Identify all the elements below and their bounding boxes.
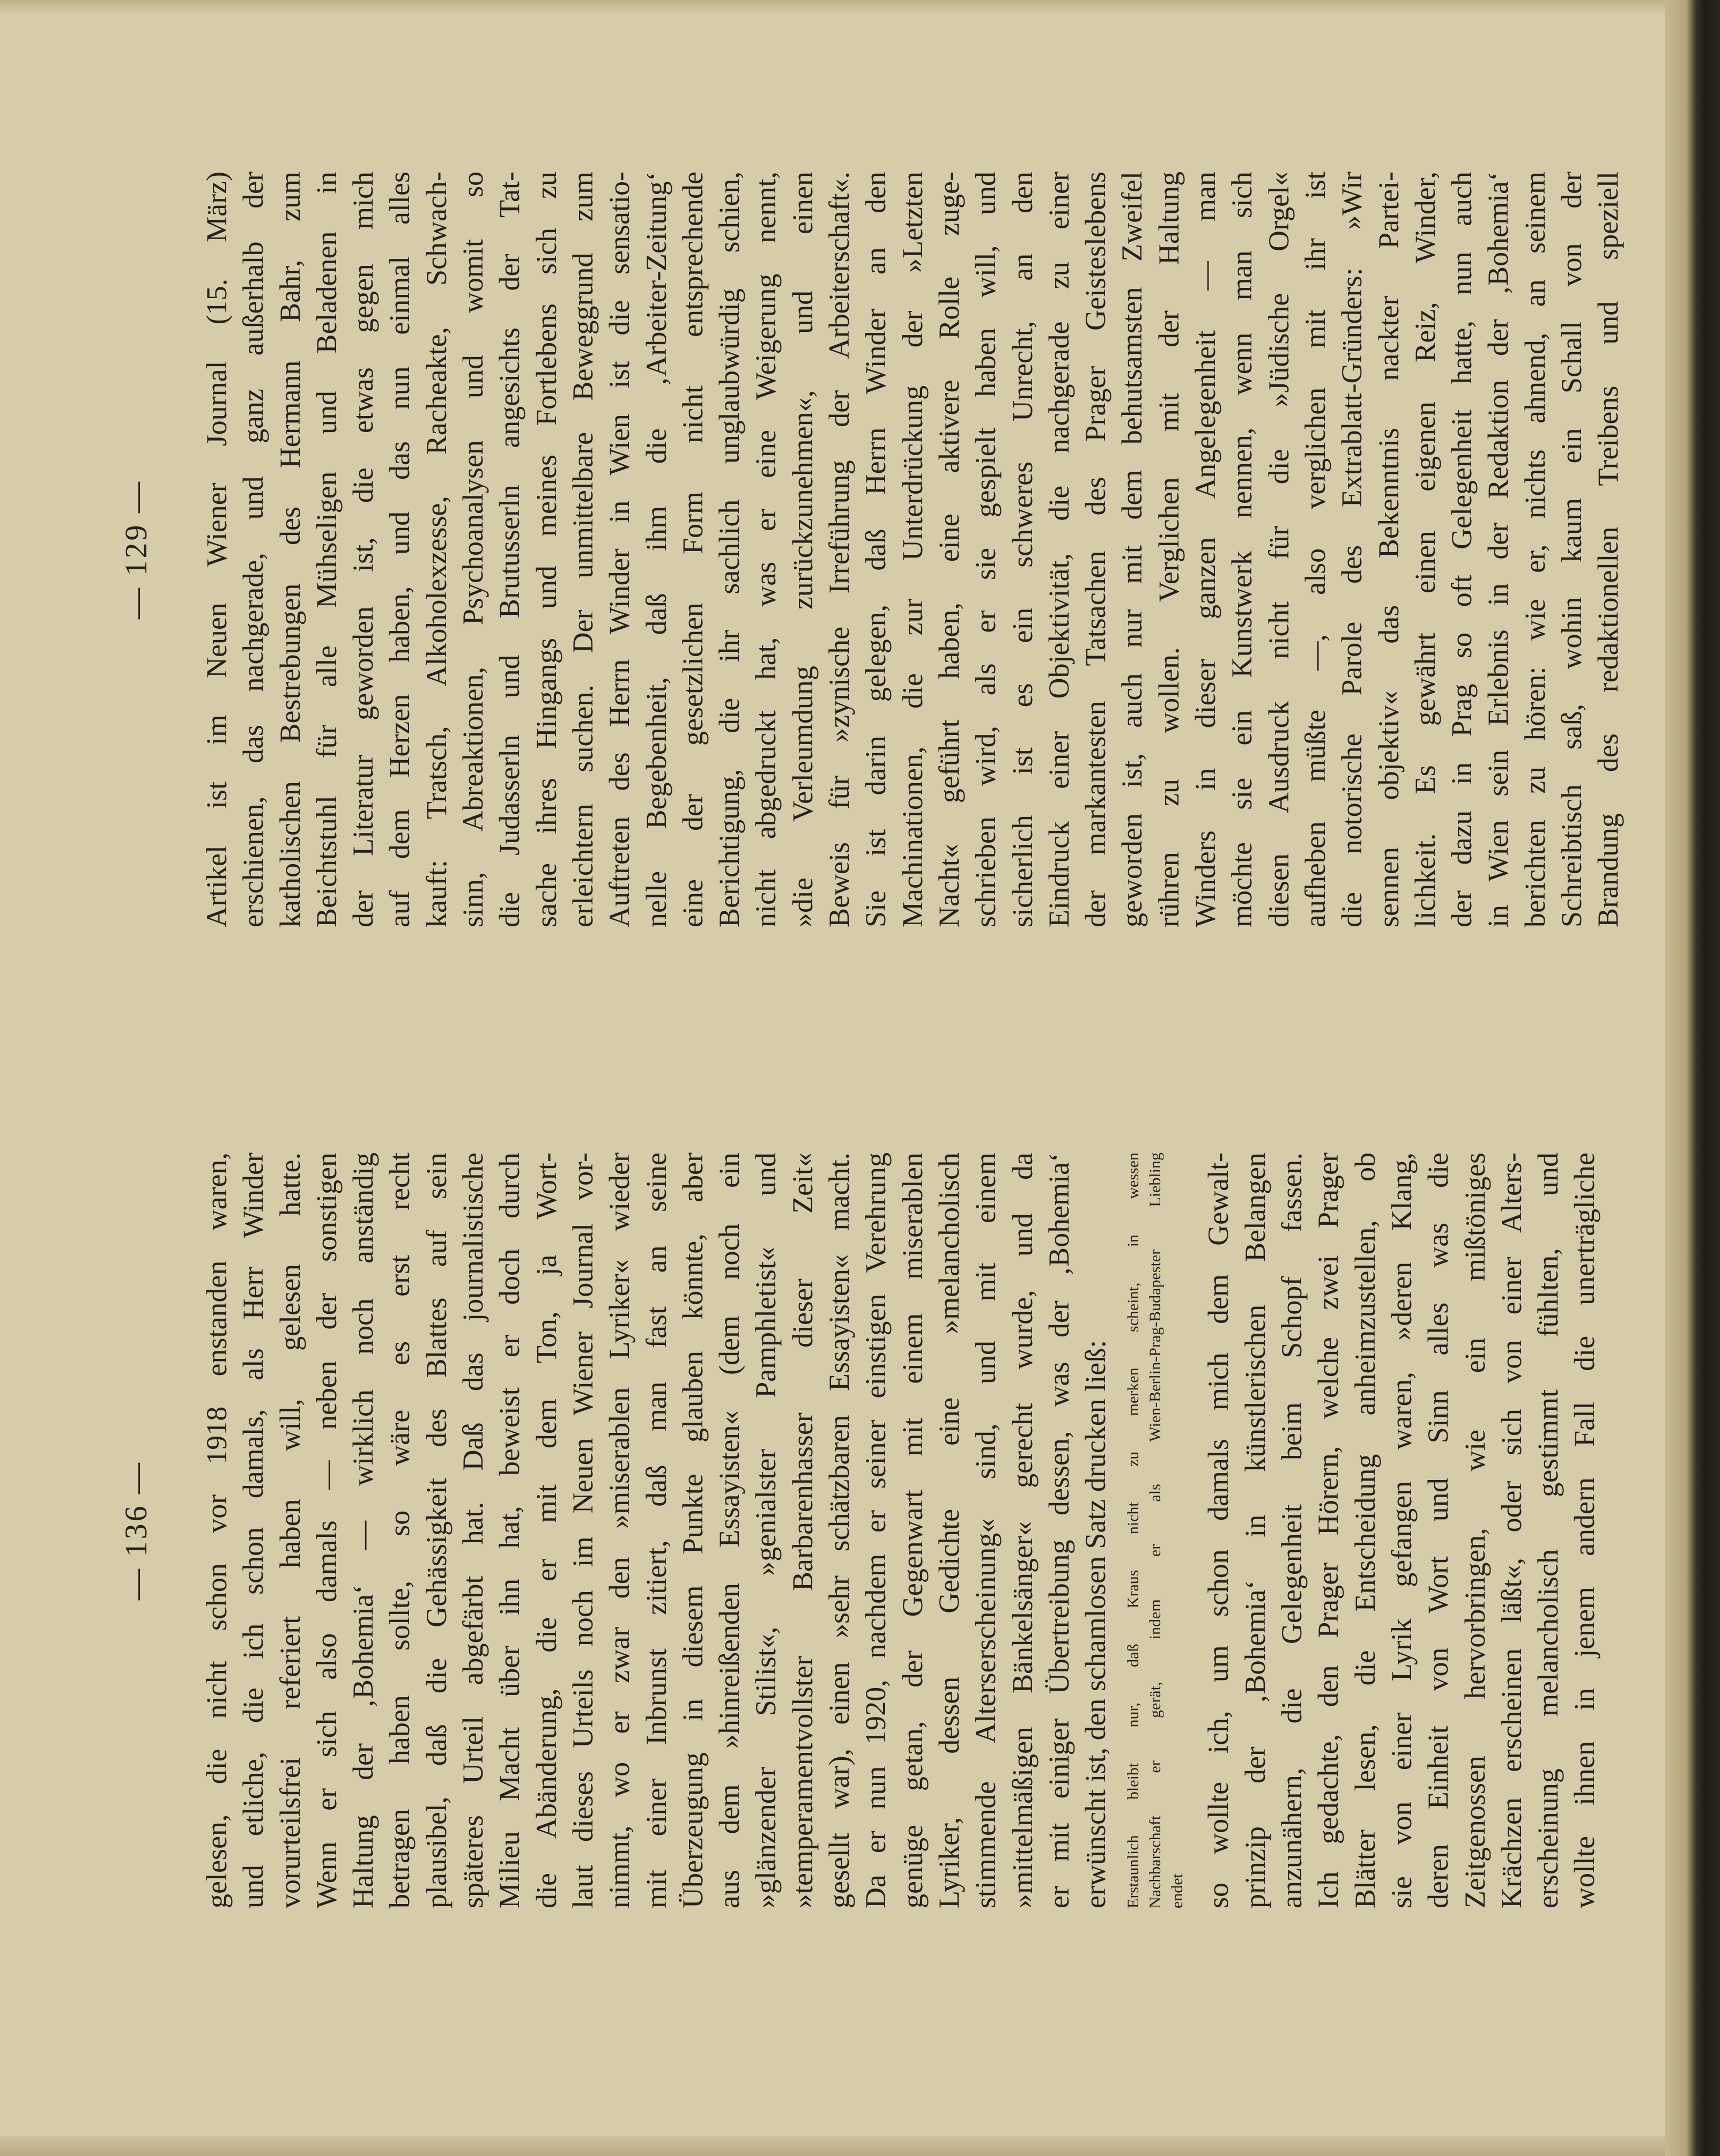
page-top-edge [0,0,1720,15]
text-line: und etliche, die ich schon damals, als Herr Winder [237,1153,270,1908]
text-line: Berichtigung, die ihr sachlich unglaubwürdig schien, [713,172,746,927]
text-line: er mit einiger Übertreibung dessen, was der ‚Bohemia‘ [1042,1153,1075,1908]
paragraph [1200,1153,1603,1908]
text-line: Wenn er sich also damals — neben der sonstigen [310,1153,343,1908]
rotated-two-page-spread [118,172,1625,1908]
text-line: erscheinung melancholisch gestimmt fühlten, und [1532,1153,1565,1908]
text-line: eine der gesetzlichen Form nicht entsprechende [676,172,709,927]
paragraph [198,172,1627,927]
page-number: — 136 — [118,1461,153,1600]
text-line: der markantesten Tatsachen des Prager Geisteslebens [1079,172,1112,927]
text-line: Milieu Macht über ihn hat, beweist er doch durch [493,1153,526,1908]
text-line: Eindruck einer Objektivität, die nachgerade zu einer [1042,172,1075,927]
text-line: lichkeit. Es gewährt einen eigenen Reiz, Winder, [1408,172,1441,927]
paragraph [198,1153,1114,1908]
text-line: mit einer Inbrunst zitiert, daß man fast an seine [640,1153,672,1908]
text-line: gesellt war), einen »sehr schätzbaren Essayisten« macht. [823,1153,856,1908]
text-line: aus dem »hinreißenden Essayisten« (dem noch ein [713,1153,746,1908]
text-line: kauft: Tratsch, Alkoholexzesse, Racheakte, Schwach- [420,172,453,927]
text-line: plausibel, daß die Gehässigkeit des Blattes auf sein [420,1153,453,1908]
text-line: rühren zu wollen. Verglichen mit der Haltung [1152,172,1185,927]
text-line: berichten zu hören: wie er, nichts ahnend, an seinem [1518,172,1551,927]
text-line: nicht abgedruckt hat, was er eine Weigerung nennt, [750,172,782,927]
text-line: die Abänderung, die er mit dem Ton, ja Wort- [530,1153,562,1908]
text-line: gelesen, die nicht schon vor 1918 enstanden waren, [201,1153,233,1908]
text-line: sennen objektiv« das Bekenntnis nackter Partei- [1372,172,1405,927]
text-line: erwünscht ist, den schamlosen Satz drucken ließ: [1079,1340,1112,1908]
text-line: Auftreten des Herrn Winder in Wien ist die sensatio- [603,172,636,927]
text-line: Beichtstuhl für alle Mühseligen und Beladenen in [310,172,343,927]
text-line: deren Einheit von Wort und Sinn alles was die [1422,1153,1455,1908]
text-line: Winders in dieser ganzen Angelegenheit — man [1189,172,1222,927]
right-page-body [198,172,1627,927]
text-line: nelle Begebenheit, daß ihm die ‚Arbeiter-Zeitung‘ [640,172,672,927]
text-line: katholischen Bestrebungen des Hermann Bahr, zum [273,172,306,927]
text-line: Lyriker, dessen Gedichte eine »melancholisch [932,1153,965,1908]
book-binding-edge [1665,0,1720,2156]
text-line: nimmt, wo er zwar den »miserablen Lyriker« wieder [603,1153,636,1908]
footnote [1122,1153,1188,1908]
text-line: vorurteilsfrei referiert haben will, gelesen hatte. [273,1153,306,1908]
text-line: späteres Urteil abgefärbt hat. Daß das journalistische [457,1153,490,1908]
text-line: Blätter lesen, die Entscheidung anheimzustellen, ob [1348,1153,1381,1908]
left-page-body [198,1153,1603,1908]
page-number: — 129 — [118,480,153,619]
text-line: Ich gedachte, den Prager Hörern, welche zwei Prager [1312,1153,1345,1908]
text-line: Erstaunlich bleibt nur, daß Kraus nicht zu merken scheint, in wessen [1124,1153,1143,1908]
text-line: Überzeugung in diesem Punkte glauben könnte, aber [676,1153,709,1908]
text-line: Da er nun 1920, nachdem er seiner einstigen Verehrung [859,1153,892,1908]
right-page [118,172,1625,927]
text-line: Haltung der ‚Bohemia‘ — wirklich noch anständig [347,1153,380,1908]
text-line: diesen Ausdruck nicht für die »Jüdische Orgel« [1262,172,1295,927]
text-line: möchte sie ein Kunstwerk nennen, wenn man sich [1226,172,1258,927]
text-line: sinn, Abreaktionen, Psychoanalysen und womit so [457,172,490,927]
text-line: so wollte ich, um schon damals mich dem Gewalt- [1202,1153,1235,1908]
text-line: Beweis für »zynische Irreführung der Arbeiterschaft«. [823,172,856,927]
text-line: prinzip der ‚Bohemia‘ in künstlerischen Belangen [1239,1153,1271,1908]
text-line: »mittelmäßigen Bänkelsänger« gerecht wurde, und da [1006,1153,1039,1908]
text-line: betragen haben sollte, so wäre es erst recht [383,1153,416,1908]
text-line: erschienen, das nachgerade, und ganz außerhalb der [237,172,270,927]
left-page [118,1153,1601,1908]
text-line: schrieben wird, als er sie gespielt haben will, und [969,172,1002,927]
text-line: der Literatur geworden ist, die etwas gegen mich [347,172,380,927]
text-line: sie von einer Lyrik gefangen waren, »deren Klang, [1385,1153,1418,1908]
text-line: Brandung des redaktionellen Treibens und speziell [1592,172,1625,927]
text-line: Nachbarschaft er gerät, indem er als Wien-Berlin-Prag-Budapester Liebling [1146,1153,1165,1908]
text-line: Schreibtisch saß, wohin kaum ein Schall von der [1555,172,1588,927]
text-line: »temperamentvollster Barbarenhasser dieser Zeit« [786,1153,819,1908]
text-line: laut dieses Urteils noch im Neuen Wiener Journal vor- [566,1153,599,1908]
text-line: anzunähern, die Gelegenheit beim Schopf fassen. [1276,1153,1308,1908]
text-line: sache ihres Hingangs und meines Fortlebens sich zu [530,172,562,927]
page-bottom-edge [0,2136,1720,2156]
text-line: Machinationen, die zur Unterdrückung der »Letzten [896,172,929,927]
text-line: Nacht« geführt haben, eine aktivere Rolle zuge- [932,172,965,927]
text-line: die Judasserln und Brutusserln angesichts der Tat- [493,172,526,927]
text-line: Krächzen erscheinen läßt«, oder sich von einer Alters- [1495,1153,1528,1908]
text-line: genüge getan, der Gegenwart mit einem miserablen [896,1153,929,1908]
text-line: endet [1168,1874,1187,1908]
text-line: sicherlich ist es ein schweres Unrecht, an den [1006,172,1039,927]
text-line: wollte ihnen in jenem andern Fall die unerträgliche [1568,1153,1601,1908]
text-line: aufheben müßte —, also verglichen mit ihr ist [1299,172,1331,927]
text-line: geworden ist, auch nur mit dem behutsamsten Zweifel [1116,172,1148,927]
text-line: Zeitgenossen hervorbringen, wie ein mißtöniges [1458,1153,1491,1908]
text-line: »die Verleumdung zurückzunehmen«, und einen [786,172,819,927]
text-line: erleichtern suchen. Der unmittelbare Beweggrund zum [566,172,599,927]
text-line: »glänzender Stilist«, »genialster Pamphletist« und [750,1153,782,1908]
text-line: in Wien sein Erlebnis in der Redaktion der ‚Bohemia‘ [1482,172,1515,927]
text-line: stimmende Alterserscheinung« sind, und mit einem [969,1153,1002,1908]
text-line: auf dem Herzen haben, und das nun einmal alles [383,172,416,927]
text-line: Sie ist darin gelegen, daß Herrn Winder an den [859,172,892,927]
text-line: der dazu in Prag so oft Gelegenheit hatte, nun auch [1445,172,1478,927]
text-line: die notorische Parole des Extrablatt-Gründers: »Wir [1336,172,1368,927]
text-line: Artikel ist im Neuen Wiener Journal (15. März) [201,172,233,927]
